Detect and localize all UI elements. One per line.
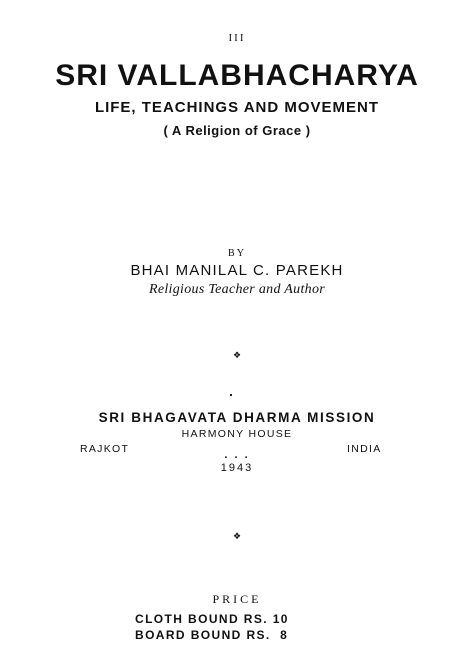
publisher-name: SRI BHAGAVATA DHARMA MISSION xyxy=(98,410,376,425)
book-subtitle-paren: ( A Religion of Grace ) xyxy=(163,123,311,138)
byline-by: BY xyxy=(228,248,246,259)
author-name: BHAI MANILAL C. PAREKH xyxy=(130,262,344,279)
publication-year: 1943 xyxy=(220,462,254,474)
author-role: Religious Teacher and Author xyxy=(148,282,325,297)
price-line-board: BOARD BOUND RS. 8 xyxy=(135,628,289,642)
publisher-city: RAJKOT xyxy=(80,443,130,455)
publisher-house: HARMONY HOUSE xyxy=(181,428,293,440)
publisher-country: INDIA xyxy=(347,443,382,455)
book-subtitle: LIFE, TEACHINGS AND MOVEMENT xyxy=(94,99,380,116)
volume-numeral: III xyxy=(228,32,246,44)
diamond-ornament-icon: ❖ xyxy=(232,350,242,360)
dot-mark xyxy=(230,394,232,396)
book-title: SRI VALLABHACHARYA xyxy=(55,59,419,92)
diamond-ornament-icon: ❖ xyxy=(232,531,242,541)
price-label: PRICE xyxy=(212,592,262,606)
price-line-cloth: CLOTH BOUND RS. 10 xyxy=(135,612,289,626)
publisher-separator: . . . xyxy=(224,449,250,461)
